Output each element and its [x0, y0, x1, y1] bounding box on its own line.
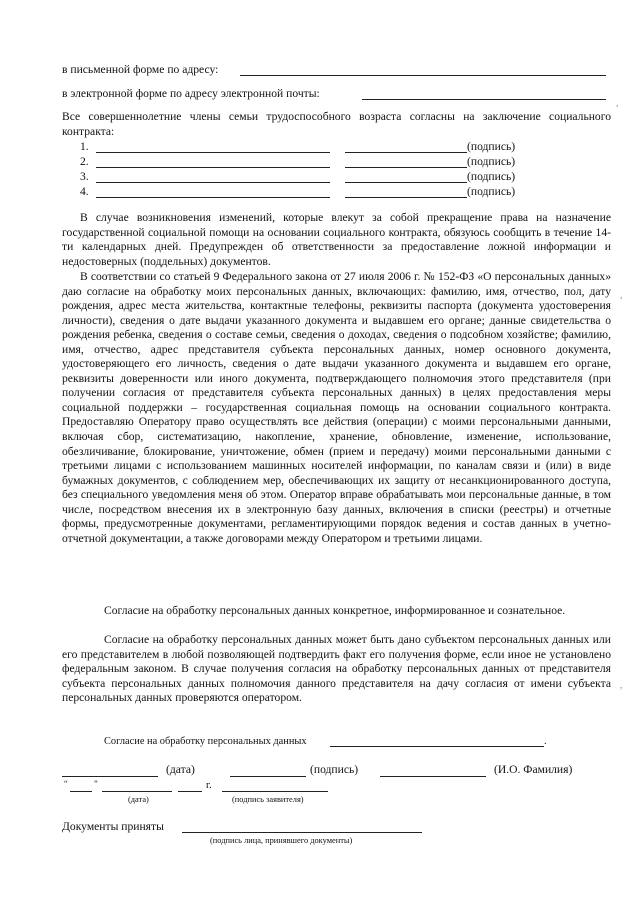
signature-field[interactable] [230, 776, 306, 777]
quote-close: ” [94, 779, 98, 788]
address-field[interactable] [240, 75, 606, 76]
address-label: в письменной форме по адресу: [62, 63, 219, 76]
row-number: 1. [80, 140, 89, 153]
docs-accepted-field[interactable] [182, 832, 422, 833]
margin-mark: , [616, 98, 619, 108]
row-number: 4. [80, 185, 89, 198]
paragraph-given: Согласие на обработку персональных данных может быть дано субъектом персональных данных или его представителем в любой позволяющей подтвердить факт его получения форме, если иное не установлено федеральным законом. В случае получения согласия на обработку персональных данных от представителя субъекта персональных данных полномочия данного представителя на дачу согласия от имени субъекта персональных данных проверяются оператором. [62, 633, 611, 705]
consent-dot: . [544, 736, 547, 747]
consent-field[interactable] [330, 746, 544, 747]
name-field[interactable] [380, 776, 486, 777]
member-name-field[interactable] [96, 197, 330, 198]
family-list [62, 140, 611, 200]
applicant-signature-field[interactable] [222, 791, 328, 792]
member-name-field[interactable] [96, 182, 330, 183]
signature-caption: (подпись) [467, 140, 516, 153]
member-name-field[interactable] [96, 167, 330, 168]
consent-label: Согласие на обработку персональных данных [104, 736, 307, 747]
row-number: 3. [80, 170, 89, 183]
member-name-field[interactable] [96, 152, 330, 153]
docs-caption: (подпись лица, принявшего документы) [210, 836, 353, 845]
name-caption: (И.О. Фамилия) [494, 763, 573, 776]
member-signature-field[interactable] [345, 152, 467, 153]
family-row [62, 185, 611, 200]
applicant-caption: (подпись заявителя) [232, 795, 304, 804]
year-suffix: г. [206, 780, 212, 791]
paragraph-changes: В случае возникновения изменений, которые влекут за собой прекращение права на назначение государственной социальной помощи на основании социального контракта, обязуюсь сообщить в течение 14-ти календарных дней. Предупрежден об ответственности за предоставление ложной информации и недостоверных (поддельных) документов. [62, 211, 611, 268]
signature-caption: (подпись) [467, 185, 516, 198]
date-caption: (дата) [166, 763, 195, 776]
month-field[interactable] [102, 791, 172, 792]
email-field[interactable] [362, 99, 606, 100]
member-signature-field[interactable] [345, 167, 467, 168]
date-field[interactable] [62, 776, 158, 777]
signature-caption: (подпись) [310, 763, 359, 776]
margin-mark: , [620, 680, 623, 690]
paragraph-specific: Согласие на обработку персональных данных конкретное, информированное и сознательное. [104, 604, 566, 617]
family-intro: Все совершеннолетние члены семьи трудоспособного возраста согласны на заключение социального контракта: [62, 110, 611, 138]
email-label: в электронной форме по адресу электронной почты: [62, 87, 320, 100]
docs-accepted-label: Документы приняты [62, 820, 164, 833]
day-field[interactable] [70, 791, 92, 792]
member-signature-field[interactable] [345, 182, 467, 183]
date-small-caption: (дата) [128, 795, 149, 804]
paragraph-consent: В соответствии со статьей 9 Федерального закона от 27 июля 2006 г. № 152-ФЗ «О персональных данных» даю согласие на обработку моих персональных данных, включающих: фамилию, имя, отчество, пол, дату рождения, адрес места жительства, контактные телефоны, реквизиты паспорта (документа удостоверения личности), сведения о дате выдачи указанного документа и выдавшем его органе; данные свидетельства о рождения ребенка, сведения о составе семьи, сведения о доходах, сведения о подсобном хозяйстве; фамилию, имя, отчество, адрес представителя субъекта персональных данных, номер основного документа, удостоверяющего его личность, сведения о дате выдачи указанного документа и выдавшем его органе, реквизиты доверенности или иного документа, подтверждающего полномочия этого представителя (при получении согласия от представителя субъекта персональных данных) в целях предоставления меры социальной поддержки – государственная социальная помощь на основании социального контракта. Предоставляю Оператору право осуществлять все действия (операции) с моими персональными данными, включая сбор, систематизацию, накопление, хранение, обновление, изменение, использование, обезличивание, блокирование, уничтожение, обмен (прием и передачу) моими персональными данными с третьими лицами с использованием машинных носителей информации, по каналам связи и (или) в виде бумажных документов, с соблюдением мер, обеспечивающих их защиту от несанкционированного доступа, без специального уведомления меня об этом. Оператор вправе обрабатывать мои персональные данные, в том числе, посредством внесения их в электронную базу данных, включения в списки (реестры) и отчетные формы, предусмотренные документами, регламентирующими порядок ведения и состав данных в учетно-отчетной документации, а также договорами между Оператором и третьими лицами. [62, 270, 611, 545]
quote-open: “ [64, 779, 68, 788]
signature-caption: (подпись) [467, 155, 516, 168]
signature-caption: (подпись) [467, 170, 516, 183]
member-signature-field[interactable] [345, 197, 467, 198]
row-number: 2. [80, 155, 89, 168]
family-row [62, 140, 611, 155]
year-field[interactable] [178, 791, 202, 792]
margin-mark: , [620, 290, 623, 300]
family-row [62, 170, 611, 185]
family-row [62, 155, 611, 170]
